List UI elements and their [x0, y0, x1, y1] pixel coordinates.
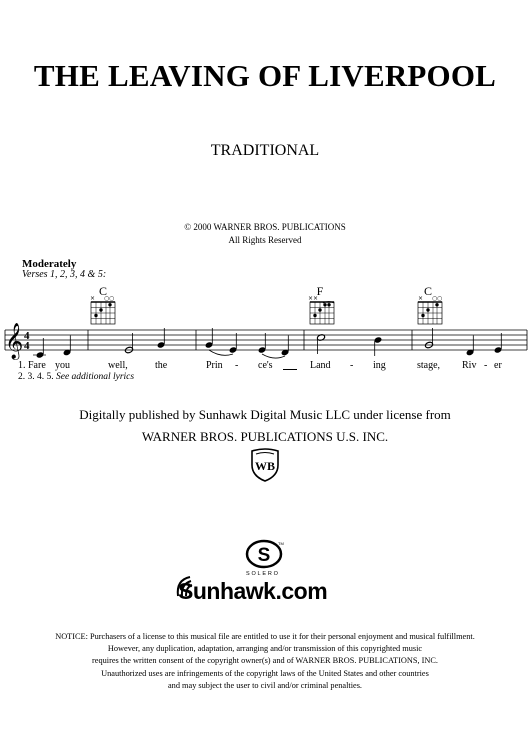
- lyric-syllable: ce's: [258, 360, 273, 371]
- legal-line: However, any duplication, adaptation, arranging and/or transmission of this copyrighted music: [107, 644, 423, 654]
- time-sig-top: 4: [24, 330, 30, 342]
- svg-text:○: ○: [437, 295, 443, 302]
- tempo-marking: Moderately: [22, 258, 77, 270]
- chord-diagram-c: [90, 295, 115, 324]
- wb-shield-logo: [250, 448, 280, 482]
- verse-numbers: 2. 3. 4. 5.: [18, 372, 54, 382]
- lyrics-line-2: [18, 372, 134, 382]
- lyric-hyphen: -: [350, 360, 354, 371]
- lyric-syllable: you: [55, 360, 70, 371]
- staff-lines: [5, 330, 527, 350]
- chord-name: C: [423, 284, 432, 298]
- svg-text:○: ○: [104, 295, 110, 302]
- music-staff: [0, 290, 530, 360]
- copyright-line: © 2000 WARNER BROS. PUBLICATIONS: [184, 222, 346, 232]
- svg-text:○: ○: [432, 295, 438, 302]
- extender-line: [283, 369, 297, 370]
- svg-text:×: ×: [418, 295, 424, 302]
- verses-label: Verses 1, 2, 3, 4 & 5:: [22, 269, 107, 280]
- solero-wordmark: SOLERO: [246, 571, 280, 577]
- chord-name: C: [98, 284, 107, 298]
- time-sig-bottom: 4: [24, 340, 30, 352]
- lyric-syllable: ing: [373, 360, 386, 371]
- lyric-syllable: Land: [310, 360, 331, 371]
- svg-text:××: ××: [308, 295, 319, 302]
- additional-lyrics-note: See additional lyrics: [56, 372, 135, 382]
- solero-logo: [245, 539, 283, 571]
- svg-text:○: ○: [109, 295, 115, 302]
- lyric-syllable: stage,: [417, 360, 441, 371]
- lyric-hyphen: -: [484, 360, 488, 371]
- legal-line: and may subject the user to civil and/or criminal penalties.: [168, 680, 362, 690]
- notes: [33, 328, 502, 359]
- license-line-1: Digitally published by Sunhawk Digital Music LLC under license from: [79, 407, 451, 422]
- lyric-syllable: Riv: [462, 360, 477, 371]
- lyric-syllable: well,: [108, 360, 128, 371]
- lyric-syllable: Prin: [206, 360, 223, 371]
- svg-text:TM: TM: [278, 541, 284, 546]
- chord-diagram-c: [418, 295, 442, 324]
- composer: TRADITIONAL: [210, 142, 320, 159]
- lyric-syllable: er: [494, 360, 502, 371]
- svg-text:×: ×: [90, 295, 96, 302]
- legal-line: Unauthorized uses are infringements of the copyright laws of the United States and other countries: [101, 668, 429, 678]
- lyric-syllable: the: [155, 360, 168, 371]
- legal-line: NOTICE: Purchasers of a license to this musical file are entitled to use it for their personal enjoyment and musical fulfillment.: [55, 632, 475, 641]
- lyric-syllable: 1. Fare: [18, 360, 46, 371]
- solero-logo-letter: S: [257, 545, 271, 566]
- song-title: THE LEAVING OF LIVERPOOL: [33, 58, 497, 93]
- treble-clef-icon: 𝄞: [5, 323, 24, 359]
- sunhawk-wordmark: Sunhawk.com: [178, 578, 328, 604]
- license-line-2: WARNER BROS. PUBLICATIONS U.S. INC.: [141, 429, 389, 444]
- wb-logo-text: WB: [254, 459, 276, 473]
- lyric-hyphen: -: [235, 360, 239, 371]
- legal-notice: [0, 631, 530, 692]
- chord-name: F: [316, 284, 324, 298]
- copyright-block: [0, 221, 530, 247]
- legal-line: requires the written consent of the copyright owner(s) and of WARNER BROS. PUBLICATIONS, INC.: [92, 656, 438, 666]
- rights-line: All Rights Reserved: [228, 235, 302, 245]
- chord-diagram-f: [308, 295, 334, 324]
